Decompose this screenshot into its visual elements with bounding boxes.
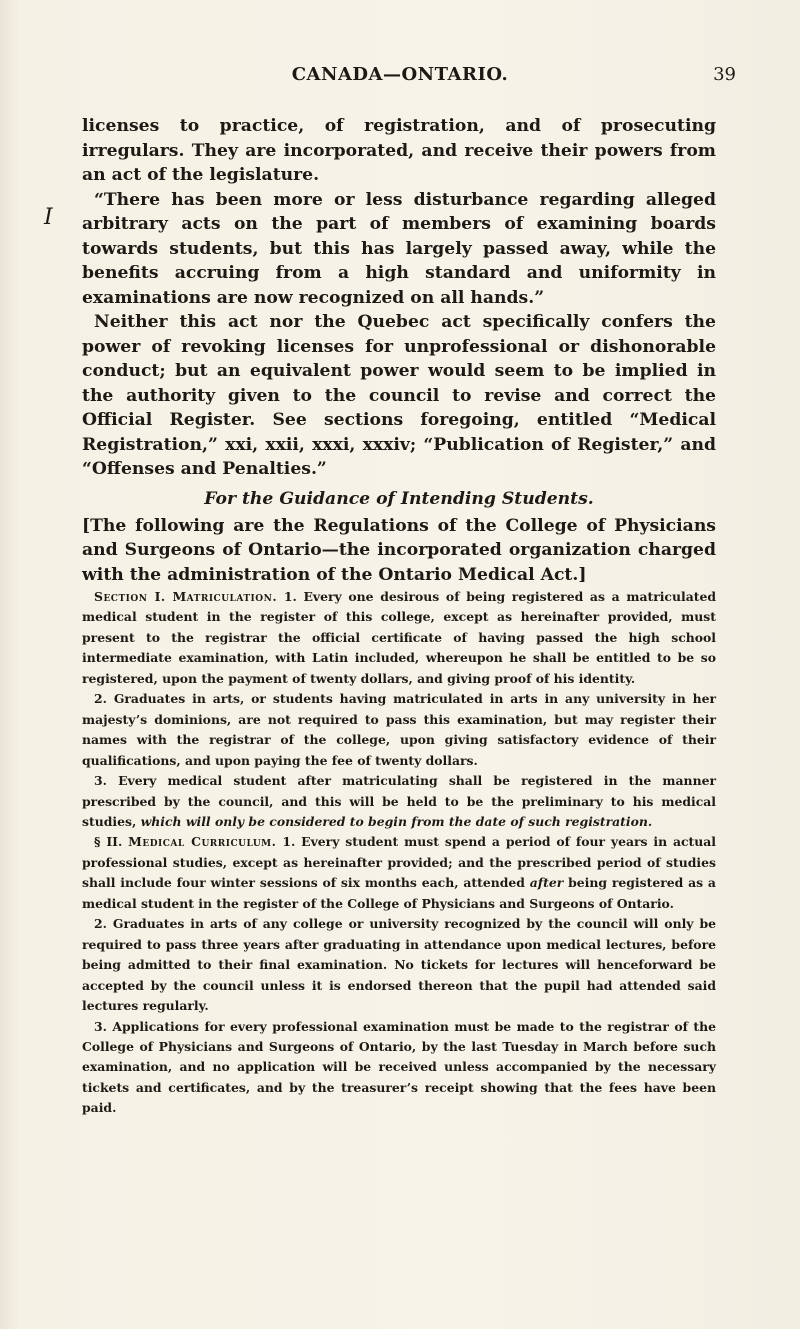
section-1-item-1: [82, 587, 716, 689]
section-1-item-3: [82, 771, 716, 832]
section-2-item-1-b: being registered as a medical student in the register of the College of Physicians and Surgeons of Ontario.: [82, 875, 716, 911]
section-1-item-1-text: 1. Every one desirous of being registered as a matriculated medical student in the register of this college, except as hereinafter provided, must present to the registrar the official certificate of having passed the high school intermediate examination, with Latin included, whereupon he shall be entitled to be so registered, upon the payment of twenty dollars, and giving proof of his identity.: [82, 589, 716, 686]
running-title: CANADA—ONTARIO.: [291, 64, 509, 85]
section-2-item-2: 2. Graduates in arts of any college or university recognized by the council will only be required to pass three years after graduating in attendance upon medical lectures, before being admitted to their final examination. No tickets for lectures will henceforward be accepted by the council unless it is endorsed thereon that the pupil had attended said lectures regularly.: [82, 916, 716, 1014]
section-2-label: § II.: [94, 834, 123, 850]
section-heading: For the Guidance of Intending Students.: [204, 488, 594, 509]
page-number: 39: [713, 64, 736, 85]
bracket-note: [The following are the Regulations of the College of Physicians and Surgeons of Ontario—the incorporated organization charged with the administration of the Ontario Medical Act.]: [82, 515, 716, 585]
intro-text: [82, 114, 716, 482]
section-2-item-1-a: 1. Every student must spend a period of four years in actual professional studies, except as hereinafter provided; and the prescribed period of studies shall include four winter sessions of six months each, attended: [82, 834, 716, 891]
section-2-title: Medical Curriculum.: [128, 834, 277, 850]
intro-paragraph-3: Neither this act nor the Quebec act specifically confers the power of revoking licenses for unprofessional or dishonorable conduct; but an equivalent power would seem to be implied in the authority given to the council to revise and correct the Official Register. See sections foregoing, entitled “Medical Registration,” xxi, xxii, xxxi, xxxiv; “Publication of Register,” and “Offenses and Penalties.”: [82, 312, 716, 479]
regulations: [82, 587, 716, 1119]
section-2-item-1-italic: after: [529, 875, 564, 891]
margin-pencil-mark: I: [44, 205, 53, 230]
section-2-item-3: 3. Applications for every professional examination must be made to the registrar of the College of Physicians and Surgeons of Ontario, by the last Tuesday in March before such examination, and no application will be received unless accompanied by the necessary tickets and certificates, and by the treasurer’s receipt showing that the fees have been paid.: [82, 1018, 716, 1116]
intro-paragraph-1: licenses to practice, of registration, and of prosecuting irregulars. They are incorporated, and receive their powers from an act of the legislature.: [82, 116, 716, 185]
section-1-item-3-text: 3. Every medical student after matriculating shall be registered in the manner prescribed by the council, and this will be held to be the preliminary to his medical studies,: [82, 773, 716, 829]
intro-quote: “There has been more or less disturbance regarding alleged arbitrary acts on the part of members of examining boards towards students, but this has largely passed away, while the benefits accruing from a high standard and uniformity in examinations are now recognized on all hands.”: [82, 189, 716, 308]
bracket-note-block: [82, 514, 716, 588]
section-1-item-2: 2. Graduates in arts, or students having matriculated in arts in any university in her majesty’s dominions, are not required to pass this examination, but may register their names with the registrar of the college, upon giving satisfactory evidence of their qualifications, and upon paying the fee of twenty dollars.: [82, 691, 716, 768]
section-1-label: Section I.: [94, 589, 166, 604]
section-1-item-3-italic: which will only be considered to begin from the date of such registration.: [140, 813, 653, 829]
page-body: [82, 114, 716, 1119]
page-header: [0, 64, 800, 88]
section-1-title: Matriculation.: [172, 589, 278, 604]
section-2-item-1: [82, 832, 716, 914]
